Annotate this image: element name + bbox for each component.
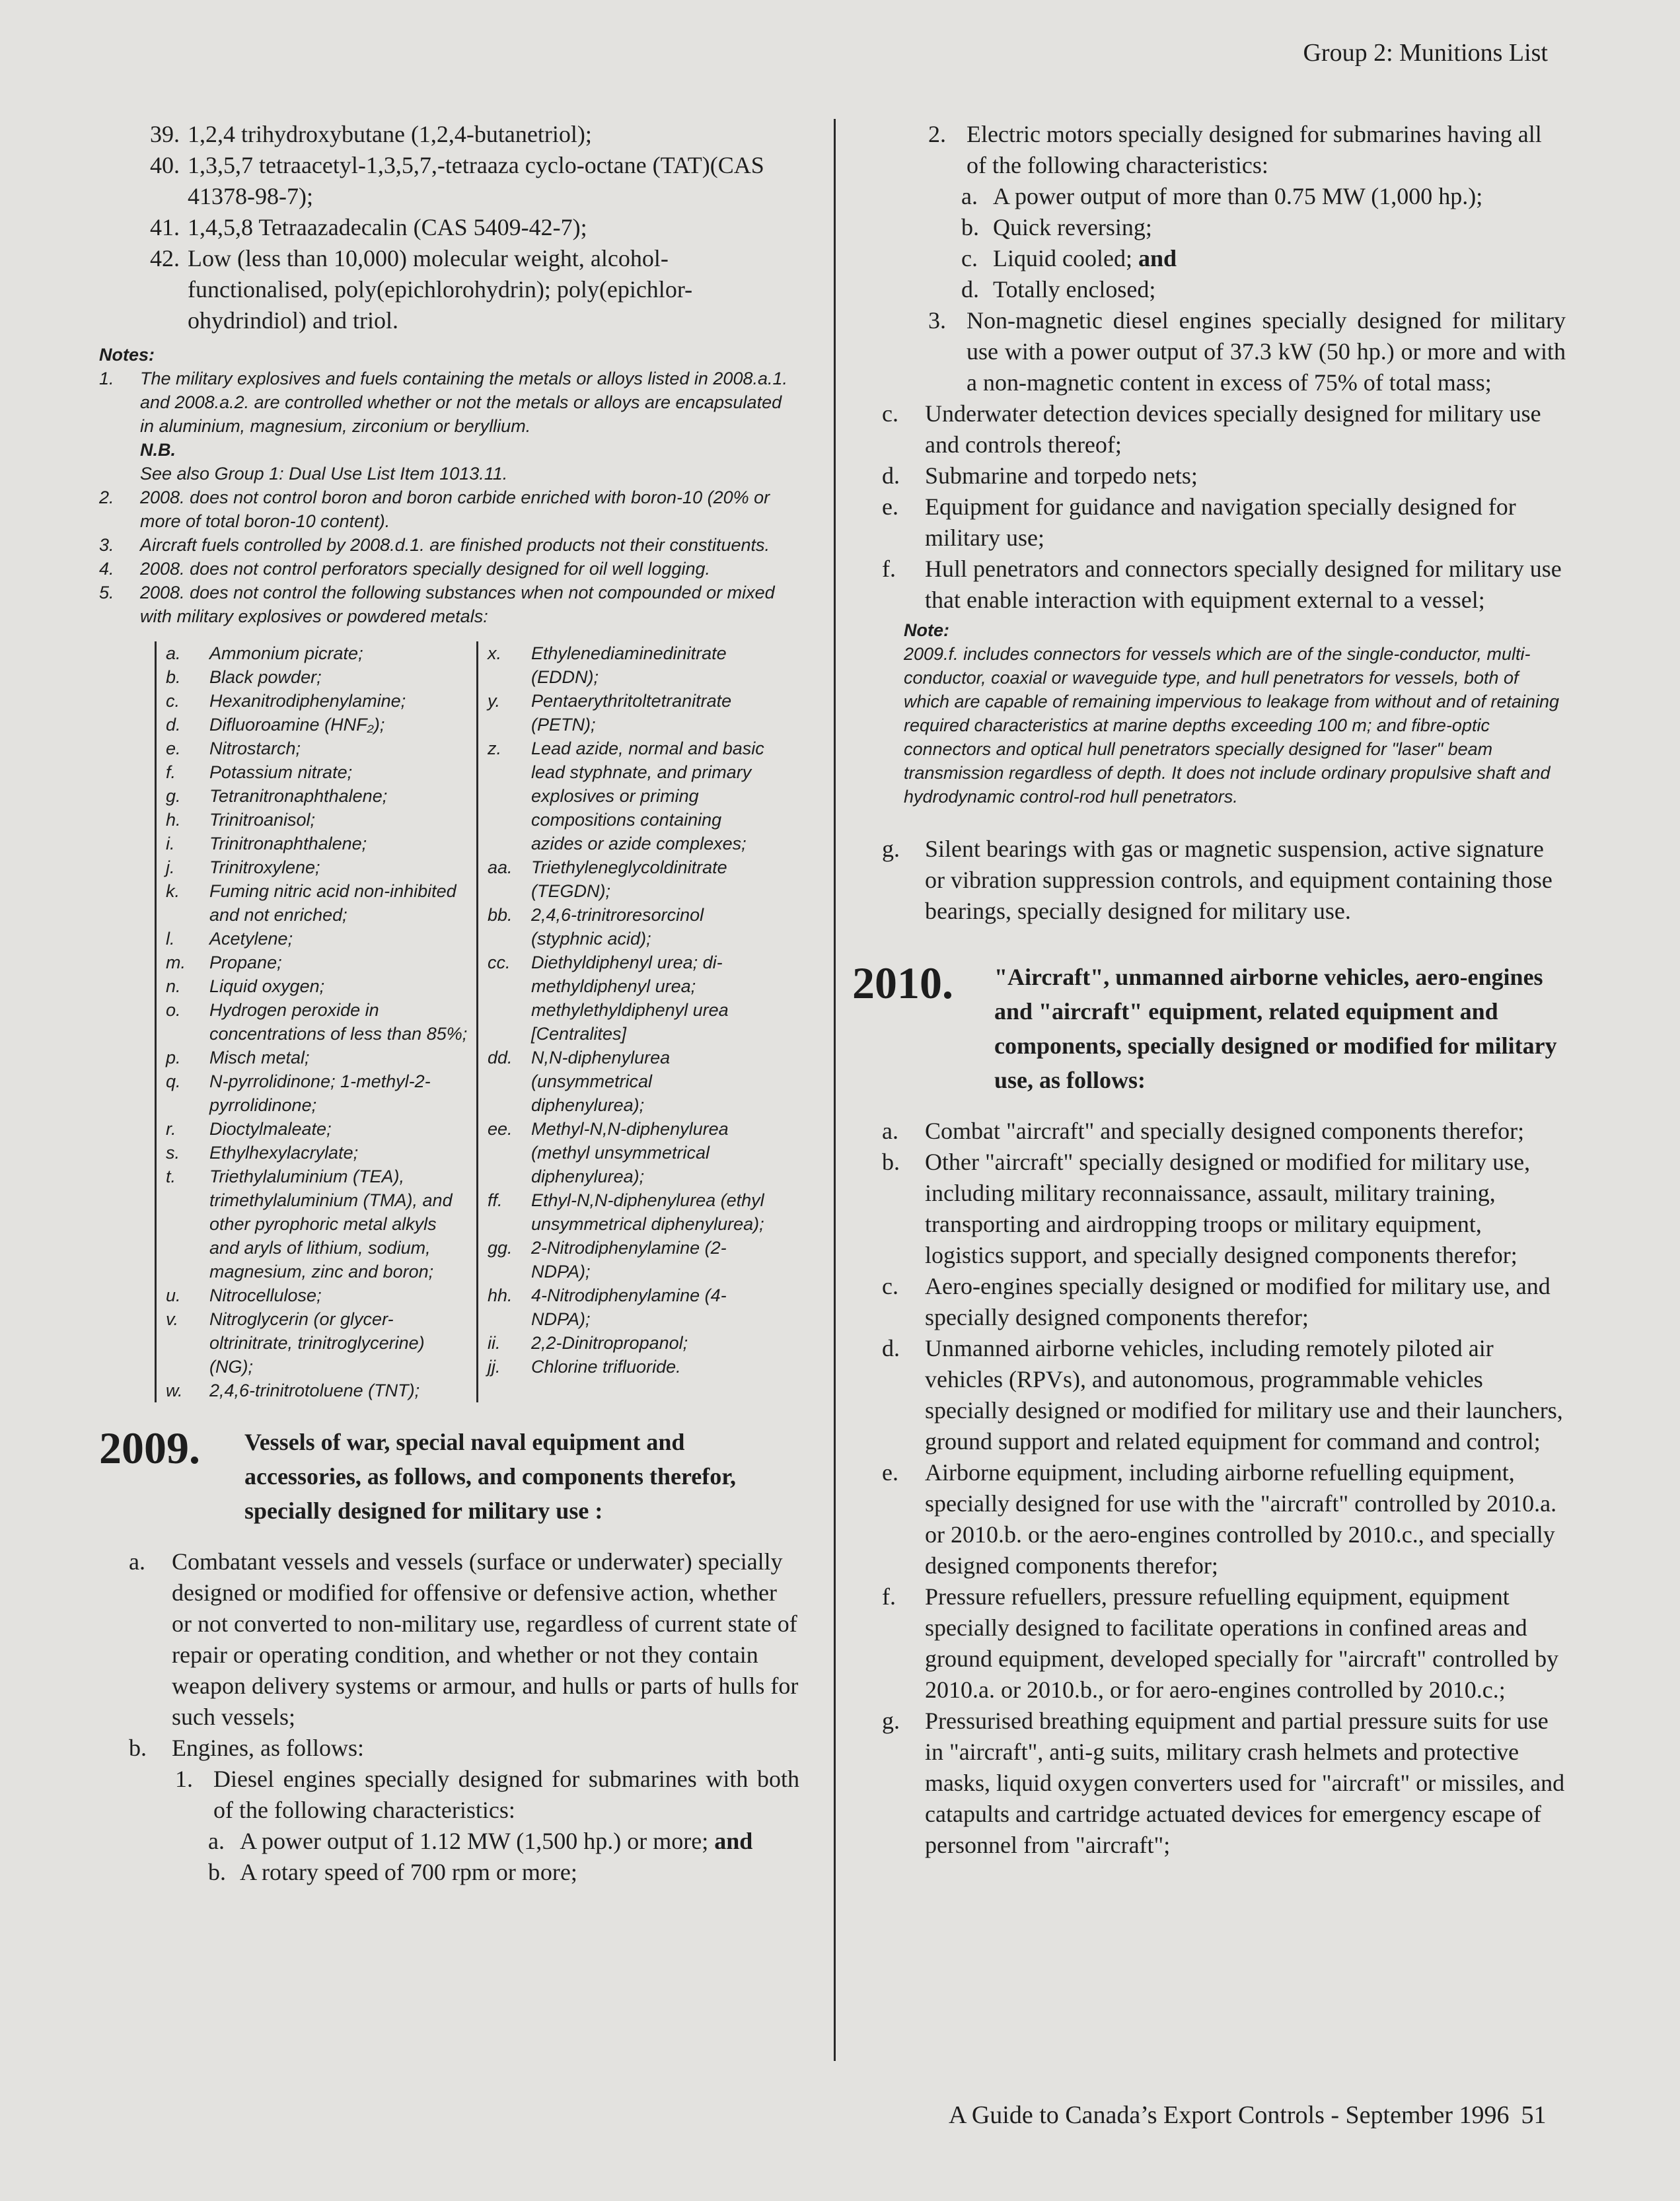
section-title: "Aircraft", unmanned airborne vehicles, aero-engines and "aircraft" equipment, related equipment and components, specially designed or modified for military use, as follows: bbox=[994, 964, 1557, 1093]
list-item: c. Liquid cooled; and bbox=[961, 245, 1177, 271]
section-2009-body bbox=[99, 1546, 799, 1888]
note-heading: Note: bbox=[904, 620, 949, 640]
right-column bbox=[852, 119, 1566, 1861]
list-item: q. N-pyrrolidinone; 1-methyl-2-pyrrolidinone; bbox=[166, 1071, 431, 1115]
nb-text: See also Group 1: Dual Use List Item 1013.11. bbox=[140, 464, 508, 484]
list-item: g. Silent bearings with gas or magnetic suspension, active signature or vibration suppression controls, and equipment containing those bearings, specially designed for military use. bbox=[882, 836, 1552, 924]
nb-heading: N.B. bbox=[140, 440, 176, 460]
section-2010-list bbox=[852, 1116, 1566, 1861]
substances-column-1 bbox=[155, 641, 470, 1402]
list-item: w. 2,4,6-trinitrotoluene (TNT); bbox=[166, 1381, 420, 1400]
footer-text: A Guide to Canada’s Export Controls - September 1996 bbox=[949, 2101, 1510, 2129]
list-item: k. Fuming nitric acid non-inhibited and not enriched; bbox=[166, 881, 457, 925]
list-item: ii. 2,2-Dinitropropanol; bbox=[488, 1333, 688, 1353]
list-item: 3. Non-magnetic diesel engines specially designed for military use with a power output of 37.3 kW (50 hp.) or more and with a non-magnetic content in excess of 75% of total mass; bbox=[928, 307, 1566, 396]
list-item: b. Black powder; bbox=[166, 667, 322, 687]
list-item: e. Airborne equipment, including airborne refuelling equipment, specially designed for use with the "aircraft" controlled by 2010.a. or 2010.b. or the aero-engines controlled by 2010.c., and specially designed components therefor; bbox=[882, 1459, 1557, 1579]
list-item: b. A rotary speed of 700 rpm or more; bbox=[208, 1859, 577, 1885]
nb-block bbox=[140, 438, 799, 486]
list-item: x. Ethylenediaminedinitrate (EDDN); bbox=[488, 643, 727, 687]
list-item: f. Pressure refuellers, pressure refuelling equipment, equipment specially designed to facilitate operations in confined areas and ground equipment, developed specially for "aircraft" controlled by 2010.a. or 2010.b., or for aero-engines controlled by 2010.c.; bbox=[882, 1583, 1559, 1703]
list-item: g. Pressurised breathing equipment and partial pressure suits for use in "aircraft", anti-g suits, military crash helmets and protective masks, liquid oxygen converters used for "aircraft" or missiles, and catapults and cartridge actuated devices for emergency escape of personnel from "aircraft"; bbox=[882, 1708, 1565, 1858]
list-item: b. Quick reversing; bbox=[961, 214, 1152, 240]
list-item: 42. Low (less than 10,000) molecular weight, alcohol-functionalised, poly(epichlorohydrin); poly(epichlor-ohydrindiol) and triol. bbox=[150, 245, 693, 334]
list-item: a. Combat "aircraft" and specially designed components therefor; bbox=[882, 1118, 1525, 1144]
list-item: t. Triethylaluminium (TEA), trimethylaluminium (TMA), and other pyrophoric metal alkyls and aryls of lithium, sodium, magnesium, zinc and boron; bbox=[166, 1167, 453, 1281]
list-item: d. Totally enclosed; bbox=[961, 276, 1156, 303]
list-item: h. Trinitroanisol; bbox=[166, 810, 316, 830]
section-2009-heading bbox=[99, 1425, 799, 1528]
note-item: 5. 2008. does not control the following substances when not compounded or mixed with military explosives or powdered metals: bbox=[99, 583, 775, 626]
list-item: a. A power output of 1.12 MW (1,500 hp.) or more; and bbox=[208, 1828, 753, 1854]
list-item: 41. 1,4,5,8 Tetraazadecalin (CAS 5409-42-7); bbox=[150, 214, 587, 240]
list-item: m. Propane; bbox=[166, 953, 282, 972]
list-item: j. Trinitroxylene; bbox=[166, 857, 320, 877]
list-item: bb. 2,4,6-trinitroresorcinol (styphnic acid); bbox=[488, 905, 704, 949]
list-item: u. Nitrocellulose; bbox=[166, 1285, 322, 1305]
list-item: r. Dioctylmaleate; bbox=[166, 1119, 332, 1139]
note-item: 3. Aircraft fuels controlled by 2008.d.1. are finished products not their constituents. bbox=[99, 535, 770, 555]
list-item: b. Other "aircraft" specially designed or modified for military use, including military reconnaissance, assault, military training, transporting and airdropping troops or military equipment, logistics support, and specially designed components therefor; bbox=[882, 1149, 1531, 1268]
list-item: i. Trinitronaphthalene; bbox=[166, 834, 367, 853]
list-item: e. Nitrostarch; bbox=[166, 739, 301, 758]
section-number: 2010. bbox=[852, 958, 953, 1008]
list-item: jj. Chlorine trifluoride. bbox=[488, 1357, 681, 1377]
list-item: 2. Electric motors specially designed for submarines having all of the following characteristics: bbox=[928, 121, 1542, 178]
section-number: 2009. bbox=[99, 1423, 200, 1473]
running-header: Group 2: Munitions List bbox=[1303, 39, 1548, 67]
list-item: s. Ethylhexylacrylate; bbox=[166, 1143, 359, 1163]
list-item: l. Acetylene; bbox=[166, 929, 293, 949]
list-item: g. Tetranitronaphthalene; bbox=[166, 786, 388, 806]
substances-column-2 bbox=[476, 641, 765, 1402]
list-item: d. Submarine and torpedo nets; bbox=[882, 462, 1198, 489]
list-item: c. Hexanitrodiphenylamine; bbox=[166, 691, 406, 711]
list-item: e. Equipment for guidance and navigation specially designed for military use; bbox=[882, 493, 1516, 551]
substances-table bbox=[155, 641, 799, 1402]
list-item: d. Difluoroamine (HNF₂); bbox=[166, 715, 385, 735]
list-item: a. A power output of more than 0.75 MW (1,000 hp.); bbox=[961, 183, 1483, 209]
list-item: c. Underwater detection devices specially designed for military use and controls thereof; bbox=[882, 400, 1541, 458]
note-2009f bbox=[904, 618, 1566, 809]
note-item: 2. 2008. does not control boron and boron carbide enriched with boron-10 (20% or more of total boron-10 content). bbox=[99, 487, 770, 531]
list-item: v. Nitroglycerin (or glycer-oltrinitrate, trinitroglycerine) (NG); bbox=[166, 1309, 425, 1377]
list-item: hh. 4-Nitrodiphenylamine (4-NDPA); bbox=[488, 1285, 727, 1329]
section-2010-heading bbox=[852, 960, 1566, 1097]
note-item: 4. 2008. does not control perforators specially designed for oil well logging. bbox=[99, 559, 711, 579]
list-item: n. Liquid oxygen; bbox=[166, 976, 325, 996]
list-item: z. Lead azide, normal and basic lead styphnate, and primary explosives or priming compositions containing azides or azide complexes; bbox=[488, 739, 764, 853]
list-item: d. Unmanned airborne vehicles, including remotely piloted air vehicles (RPVs), and autonomous, programmable vehicles specially designed or modified for military use and their launchers, ground support and related equipment for command and control; bbox=[882, 1335, 1563, 1455]
list-item: f. Hull penetrators and connectors specially designed for military use that enable interaction with equipment external to a vessel; bbox=[882, 556, 1562, 613]
page-number: 51 bbox=[1521, 2101, 1547, 2129]
list-item: o. Hydrogen peroxide in concentrations of less than 85%; bbox=[166, 1000, 468, 1044]
left-column bbox=[99, 119, 799, 1888]
list-item: a. Combatant vessels and vessels (surface or underwater) specially designed or modified for offensive or defensive action, whether or not converted to non-military use, regardless of current state of repair or operating condition, and whether or not they contain weapon delivery systems or armour, and hulls or parts of hulls for such vessels; bbox=[129, 1548, 799, 1730]
list-item: cc. Diethyldiphenyl urea; di-methyldiphenyl urea; methylethyldiphenyl urea [Centralites] bbox=[488, 953, 729, 1044]
note-text: 2009.f. includes connectors for vessels which are of the single-conductor, multi-conductor, coaxial or waveguide type, and hull penetrators for vessels, both of which are capable of remaining impervious to leakage from without and of retaining required characteristics at marine depths exceeding 100 m; and fibre-optic connectors and optical hull penetrators specially designed for "laser" beam transmission regardless of depth. It does not include ordinary propulsive shaft and hydrodynamic control-rod hull penetrators. bbox=[904, 644, 1560, 807]
list-item: c. Aero-engines specially designed or modified for military use, and specially designed components therefor; bbox=[882, 1273, 1551, 1330]
section-title: Vessels of war, special naval equipment and accessories, as follows, and components therefor, specially designed for military use : bbox=[244, 1429, 736, 1524]
list-item: 40. 1,3,5,7 tetraacetyl-1,3,5,7,-tetraaza cyclo-octane (TAT)(CAS 41378-98-7); bbox=[150, 152, 764, 209]
list-item: 39. 1,2,4 trihydroxybutane (1,2,4-butanetriol); bbox=[150, 121, 592, 147]
list-item: y. Pentaerythritoltetranitrate (PETN); bbox=[488, 691, 732, 735]
notes-heading: Notes: bbox=[99, 345, 155, 365]
list-item: 1. Diesel engines specially designed for submarines with both of the following characteristics: bbox=[175, 1766, 799, 1823]
list-item: gg. 2-Nitrodiphenylamine (2-NDPA); bbox=[488, 1238, 727, 1281]
list-item: ee. Methyl-N,N-diphenylurea (methyl unsymmetrical diphenylurea); bbox=[488, 1119, 729, 1186]
list-item: aa. Triethyleneglycoldinitrate (TEGDN); bbox=[488, 857, 727, 901]
page-footer bbox=[937, 2101, 1547, 2130]
list-item: dd. N,N-diphenylurea (unsymmetrical diphenylurea); bbox=[488, 1048, 671, 1115]
list-item: f. Potassium nitrate; bbox=[166, 762, 353, 782]
list-item: ff. Ethyl-N,N-diphenylurea (ethyl unsymmetrical diphenylurea); bbox=[488, 1190, 764, 1234]
list-item: a. Ammonium picrate; bbox=[166, 643, 363, 663]
list-item: b. Engines, as follows: bbox=[129, 1735, 364, 1761]
column-divider bbox=[834, 119, 836, 2061]
note-item: 1. The military explosives and fuels containing the metals or alloys listed in 2008.a.1. and 2008.a.2. are controlled whether or not the metals or alloys are encapsulated in aluminium, magnesium, zirconium or beryllium. bbox=[99, 369, 788, 436]
notes-block bbox=[99, 343, 799, 628]
list-item: p. Misch metal; bbox=[166, 1048, 310, 1067]
